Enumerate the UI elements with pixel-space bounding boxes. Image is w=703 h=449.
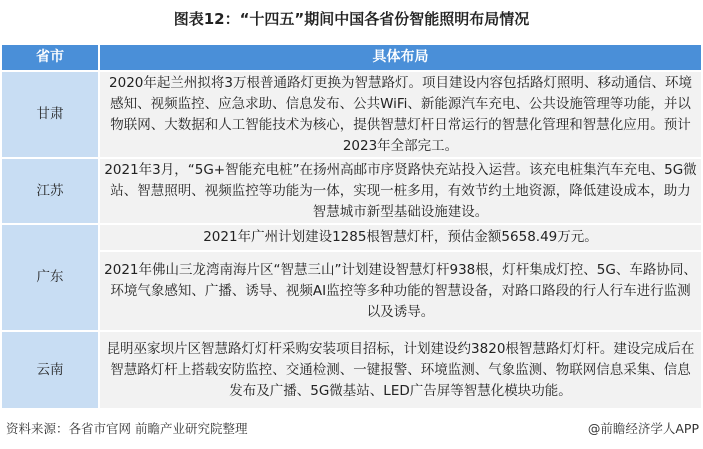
- province-cell: 云南: [1, 331, 99, 409]
- layout-cell: 2021年佛山三龙湾南海片区“智慧三山”计划建设智慧灯杆938根，灯杆集成灯控、5G、车路协同、环境气象感知、广播、诱导、视频AI监控等多种功能的智慧设备，对路口路段的行人行车进行监测以及诱导。: [99, 251, 702, 331]
- layout-cell: 2021年广州计划建设1285根智慧灯杆，预估金额5658.49万元。: [99, 224, 702, 251]
- province-cell: 甘肃: [1, 71, 99, 158]
- layout-cell: 昆明巫家坝片区智慧路灯灯杆采购安装项目招标，计划建设约3820根智慧路灯灯杆。建设完成后在智慧路灯杆上搭载安防监控、交通检测、一键报警、环境监测、气象监测、物联网信息采集、信息发布及广播、5G微基站、LED广告屏等智慧化模块功能。: [99, 331, 702, 409]
- chart-title: 图表12：“十四五”期间中国各省份智能照明布局情况: [173, 10, 530, 28]
- table-row: [1, 71, 702, 158]
- table-row: [1, 251, 702, 331]
- layout-cell: 2020年起兰州拟将3万根普通路灯更换为智慧路灯。项目建设内容包括路灯照明、移动通信、环境感知、视频监控、应急求助、信息发布、公共WiFi、新能源汽车充电、公共设施管理等功能，并以物联网、大数据和人工智能技术为核心，提供智慧灯杆日常运行的智慧化管理和智慧化应用。预计2023年全部完工。: [99, 71, 702, 158]
- brand-credit: @前瞻经济学人APP: [587, 421, 699, 436]
- table-row: [1, 158, 702, 224]
- layout-table: [0, 43, 703, 410]
- header-province: 省市: [1, 44, 99, 71]
- province-cell: 江苏: [1, 158, 99, 224]
- layout-cell: 2021年3月，“5G+智能充电桩”在扬州高邮市序贤路快充站投入运营。该充电桩集汽车充电、5G微站、智慧照明、视频监控等功能为一体，实现一桩多用，有效节约土地资源，降低建设成本，助力智慧城市新型基础设施建设。: [99, 158, 702, 224]
- table-row: [1, 224, 702, 251]
- table-row: [1, 331, 702, 409]
- header-layout: 具体布局: [99, 44, 702, 71]
- source-note: 资料来源：各省市官网 前瞻产业研究院整理: [6, 421, 248, 436]
- province-cell: 广东: [1, 224, 99, 331]
